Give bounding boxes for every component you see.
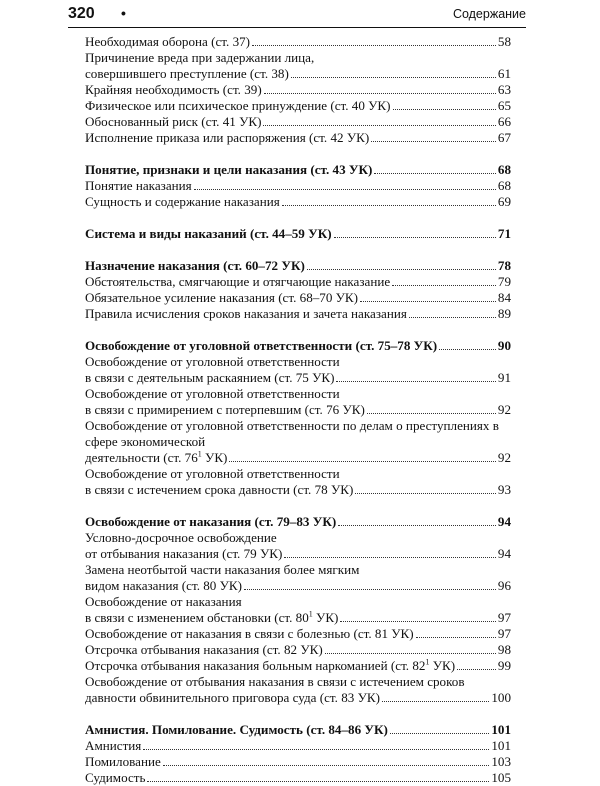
toc-page-number: 101 <box>491 738 511 753</box>
dot-leader <box>340 611 495 622</box>
toc-page-number: 100 <box>491 690 511 705</box>
toc-entry[interactable] <box>85 274 511 290</box>
dot-leader <box>194 179 496 190</box>
toc-entry-title: Крайняя необходимость (ст. 39) <box>85 82 262 97</box>
dot-leader <box>334 227 496 238</box>
toc-entry[interactable] <box>85 50 511 82</box>
dot-leader <box>367 403 496 414</box>
dot-leader <box>393 99 496 110</box>
dot-leader <box>325 643 496 654</box>
toc-section-title: Амнистия. Помилование. Судимость (ст. 84–86 УК) <box>85 722 388 737</box>
dot-leader <box>282 195 496 206</box>
toc-entry-title-line: Освобождение от уголовной ответственности <box>85 418 340 433</box>
toc-page-number: 68 <box>497 178 511 193</box>
toc-entry-title: видом наказания (ст. 80 УК) <box>85 578 242 593</box>
toc-entry-title <box>85 610 338 626</box>
dot-leader <box>439 339 496 350</box>
dot-leader <box>392 275 496 286</box>
toc-entry[interactable] <box>85 98 511 114</box>
toc-entry-title: в связи с примирением с потерпевшим (ст. 76 УК) <box>85 402 365 417</box>
toc-page-number: 58 <box>497 34 511 49</box>
toc-page-number: 99 <box>497 658 511 673</box>
toc-entry-title: Физическое или психическое принуждение (ст. 40 УК) <box>85 98 391 113</box>
toc-page-number: 69 <box>497 194 511 209</box>
toc-entry[interactable] <box>85 754 511 770</box>
toc-entry[interactable] <box>85 594 511 626</box>
running-title: Содержание <box>452 7 526 21</box>
toc-entry-title-line: по делам о преступлениях в сфере экономической <box>85 418 499 449</box>
dot-leader <box>457 659 496 670</box>
toc-page-number: 92 <box>497 450 511 465</box>
toc-section-title: Назначение наказания (ст. 60–72 УК) <box>85 258 305 273</box>
dot-leader <box>229 451 495 462</box>
toc-entry-title: Сущность и содержание наказания <box>85 194 280 209</box>
section-gap <box>85 242 511 258</box>
toc-entry-title: совершившего преступление (ст. 38) <box>85 66 289 81</box>
dot-leader <box>163 755 490 766</box>
toc-entry[interactable] <box>85 770 511 786</box>
toc-entry[interactable] <box>85 178 511 194</box>
dot-leader <box>244 579 496 590</box>
toc-entry-title: Необходимая оборона (ст. 37) <box>85 34 251 49</box>
title-part: Отсрочка отбывания наказания больным наркоманией (ст. 82 <box>85 658 426 673</box>
toc-page-number: 97 <box>497 626 511 641</box>
toc-entry[interactable] <box>85 530 511 562</box>
dot-leader <box>416 627 496 638</box>
toc-entry-title-line: Освобождение от отбывания наказания в связи с истечением сроков <box>85 674 465 689</box>
toc-page-number: 61 <box>497 66 511 81</box>
toc-entry-title <box>85 450 227 466</box>
toc-section-heading[interactable] <box>85 226 511 242</box>
toc-entry[interactable] <box>85 306 511 322</box>
toc-entry-title: Обязательное усиление наказания (ст. 68–70 УК) <box>85 290 359 305</box>
toc-entry-title-line: Освобождение от наказания <box>85 594 242 609</box>
toc-entry-title-line: Причинение вреда при задержании лица, <box>85 50 315 65</box>
toc-entry-title: в связи с истечением срока давности (ст. 78 УК) <box>85 482 354 497</box>
toc-entry-title: в связи с деятельным раскаянием (ст. 75 УК) <box>85 370 335 385</box>
toc-page-number: 96 <box>497 578 511 593</box>
toc-entry[interactable] <box>85 386 511 418</box>
toc-page-number: 94 <box>497 546 511 561</box>
dot-leader <box>390 723 490 734</box>
toc-section-heading[interactable] <box>85 722 511 738</box>
toc-page-number: 78 <box>497 258 511 273</box>
toc-entry-title-line: Замена неотбытой части наказания более мягким <box>85 562 360 577</box>
dot-leader <box>252 35 496 46</box>
toc-entry-title-line: Условно-досрочное освобождение <box>85 530 277 545</box>
toc-page-number: 105 <box>491 770 511 785</box>
toc-section-heading[interactable] <box>85 514 511 530</box>
table-of-contents <box>85 34 511 786</box>
toc-entry[interactable] <box>85 658 511 674</box>
toc-page-number: 103 <box>491 754 511 769</box>
dot-leader <box>360 291 496 302</box>
toc-entry-title: Правила исчисления сроков наказания и зачета наказания <box>85 306 407 321</box>
section-gap <box>85 210 511 226</box>
section-gap <box>85 146 511 162</box>
section-gap <box>85 706 511 722</box>
toc-page-number: 65 <box>497 98 511 113</box>
toc-entry[interactable] <box>85 418 511 466</box>
section-gap <box>85 322 511 338</box>
superscript: 1 <box>197 449 202 459</box>
title-part: деятельности (ст. 76 <box>85 450 198 465</box>
toc-entry[interactable] <box>85 738 511 754</box>
title-part: УК) <box>201 450 228 465</box>
toc-page-number: 66 <box>497 114 511 129</box>
toc-section-heading[interactable] <box>85 162 511 178</box>
toc-page-number: 101 <box>491 722 511 737</box>
toc-entry[interactable] <box>85 194 511 210</box>
toc-entry-title: от отбывания наказания (ст. 79 УК) <box>85 546 283 561</box>
dot-leader <box>264 83 496 94</box>
dot-leader <box>355 483 496 494</box>
toc-entry-title-line: Освобождение от уголовной ответственности <box>85 466 340 481</box>
toc-page-number: 63 <box>497 82 511 97</box>
toc-page-number: 71 <box>497 226 511 241</box>
toc-page-number: 93 <box>497 482 511 497</box>
toc-page-number: 90 <box>497 338 511 353</box>
title-part: УК) <box>429 658 456 673</box>
toc-entry[interactable] <box>85 34 511 50</box>
toc-page-number: 84 <box>497 290 511 305</box>
toc-entry-title: Обстоятельства, смягчающие и отягчающие наказание <box>85 274 391 289</box>
dot-leader <box>371 131 496 142</box>
toc-section-heading[interactable] <box>85 258 511 274</box>
superscript: 1 <box>308 609 313 619</box>
toc-entry-title-line: Освобождение от уголовной ответственности <box>85 354 340 369</box>
dot-leader <box>336 371 495 382</box>
toc-page-number: 94 <box>497 514 511 529</box>
toc-entry-title <box>85 658 455 674</box>
toc-page-number: 97 <box>497 610 511 625</box>
toc-section-title: Система и виды наказаний (ст. 44–59 УК) <box>85 226 332 241</box>
dot-leader <box>143 739 489 750</box>
title-part: УК) <box>312 610 339 625</box>
toc-page-number: 79 <box>497 274 511 289</box>
superscript: 1 <box>425 657 430 667</box>
toc-entry[interactable] <box>85 130 511 146</box>
toc-entry-title: Судимость <box>85 770 146 785</box>
section-gap <box>85 498 511 514</box>
toc-entry[interactable] <box>85 642 511 658</box>
toc-entry-title: Амнистия <box>85 738 142 753</box>
toc-entry[interactable] <box>85 82 511 98</box>
toc-section-title: Освобождение от уголовной ответственности (ст. 75–78 УК) <box>85 338 438 353</box>
toc-page-number: 89 <box>497 306 511 321</box>
toc-section-title: Освобождение от наказания (ст. 79–83 УК) <box>85 514 337 529</box>
dot-leader <box>409 307 496 318</box>
toc-section-title: Понятие, признаки и цели наказания (ст. 43 УК) <box>85 162 373 177</box>
toc-page-number: 91 <box>497 370 511 385</box>
page-header <box>68 5 526 28</box>
toc-entry-title-line: Освобождение от уголовной ответственности <box>85 386 340 401</box>
dot-leader <box>147 771 489 782</box>
dot-leader <box>382 691 489 702</box>
dot-leader <box>263 115 495 126</box>
dot-leader <box>307 259 496 270</box>
dot-leader <box>374 163 496 174</box>
toc-entry[interactable] <box>85 626 511 642</box>
dot-leader <box>338 515 496 526</box>
toc-entry-title: давности обвинительного приговора суда (ст. 83 УК) <box>85 690 380 705</box>
toc-entry[interactable] <box>85 114 511 130</box>
dot-leader <box>284 547 496 558</box>
toc-page-number: 92 <box>497 402 511 417</box>
dot-leader <box>291 67 496 78</box>
toc-entry-title: Освобождение от наказания в связи с болезнью (ст. 81 УК) <box>85 626 414 641</box>
title-part: в связи с изменением обстановки (ст. 80 <box>85 610 309 625</box>
page-number: 320 <box>68 5 95 22</box>
toc-section-heading[interactable] <box>85 338 511 354</box>
toc-entry[interactable] <box>85 466 511 498</box>
toc-entry[interactable] <box>85 290 511 306</box>
toc-entry-title: Обоснованный риск (ст. 41 УК) <box>85 114 262 129</box>
toc-entry[interactable] <box>85 562 511 594</box>
toc-page-number: 98 <box>497 642 511 657</box>
toc-entry[interactable] <box>85 674 511 706</box>
toc-page-number: 67 <box>497 130 511 145</box>
toc-entry[interactable] <box>85 354 511 386</box>
toc-entry-title: Понятие наказания <box>85 178 192 193</box>
toc-page-number: 68 <box>497 162 511 177</box>
toc-entry-title: Помилование <box>85 754 161 769</box>
toc-entry-title: Исполнение приказа или распоряжения (ст. 42 УК) <box>85 130 370 145</box>
toc-entry-title: Отсрочка отбывания наказания (ст. 82 УК) <box>85 642 323 657</box>
bullet-icon: • <box>121 5 126 21</box>
